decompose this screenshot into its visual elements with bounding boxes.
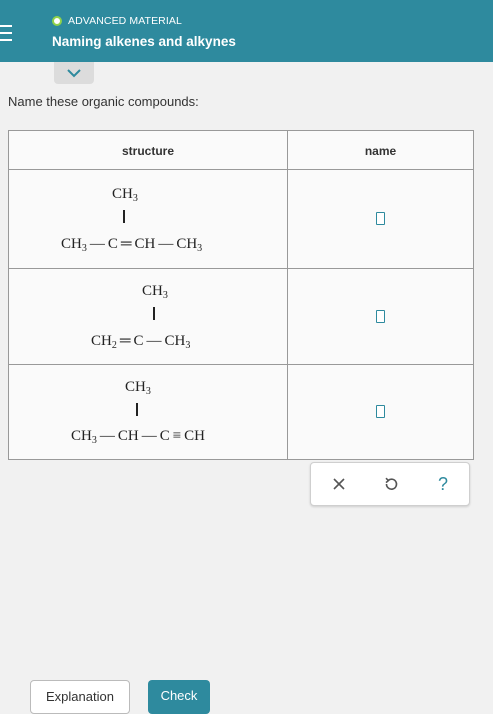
branch-group xyxy=(112,186,138,203)
structure-cell xyxy=(9,170,287,268)
clear-button[interactable] xyxy=(317,463,361,505)
x-icon xyxy=(333,478,345,490)
structure-cell xyxy=(9,365,287,459)
status-dot-icon xyxy=(52,16,62,26)
collapse-toggle[interactable] xyxy=(54,62,94,84)
undo-button[interactable] xyxy=(369,463,413,505)
menu-icon[interactable] xyxy=(0,25,12,41)
name-cell xyxy=(287,170,473,268)
compounds-table xyxy=(8,130,474,460)
name-answer-input[interactable] xyxy=(376,310,385,323)
topic-title: Naming alkenes and alkynes xyxy=(52,34,236,49)
table-row xyxy=(9,364,473,459)
undo-icon xyxy=(383,476,399,492)
single-bond xyxy=(136,403,138,416)
category-label xyxy=(52,15,182,27)
question-prompt: Name these organic compounds: xyxy=(8,94,199,109)
help-button[interactable]: ? xyxy=(437,473,448,494)
single-bond xyxy=(153,307,155,320)
main-chain: $CH_3$ — CH — C ≡ CH xyxy=(71,428,206,446)
single-bond xyxy=(123,210,125,223)
main-chain: $CH_2$ ═ C — $CH_3$ xyxy=(91,333,191,351)
chevron-down-icon xyxy=(67,69,81,78)
table-row xyxy=(9,170,473,268)
name-cell xyxy=(287,269,473,364)
structure-cell xyxy=(9,269,287,364)
branch-group: $CH_3$ xyxy=(125,379,151,397)
main-chain: $CH_3$ — C ═ CH — $CH_3$ xyxy=(61,236,203,254)
formula-text: CH xyxy=(112,186,133,202)
table-header xyxy=(9,131,473,170)
column-header-name: name xyxy=(287,131,473,170)
category-text: ADVANCED MATERIAL xyxy=(68,15,182,27)
explanation-button[interactable]: Explanation xyxy=(30,680,130,714)
header-bar xyxy=(0,0,493,62)
name-cell xyxy=(287,365,473,459)
name-answer-input[interactable] xyxy=(376,212,385,225)
check-button[interactable]: Check xyxy=(148,680,210,714)
name-answer-input[interactable] xyxy=(376,405,385,418)
subscript-text: 3 xyxy=(132,193,138,204)
answer-toolbar xyxy=(310,462,470,506)
table-row xyxy=(9,268,473,364)
branch-group: $CH_3$ xyxy=(142,283,168,301)
column-header-structure: structure xyxy=(121,143,174,158)
